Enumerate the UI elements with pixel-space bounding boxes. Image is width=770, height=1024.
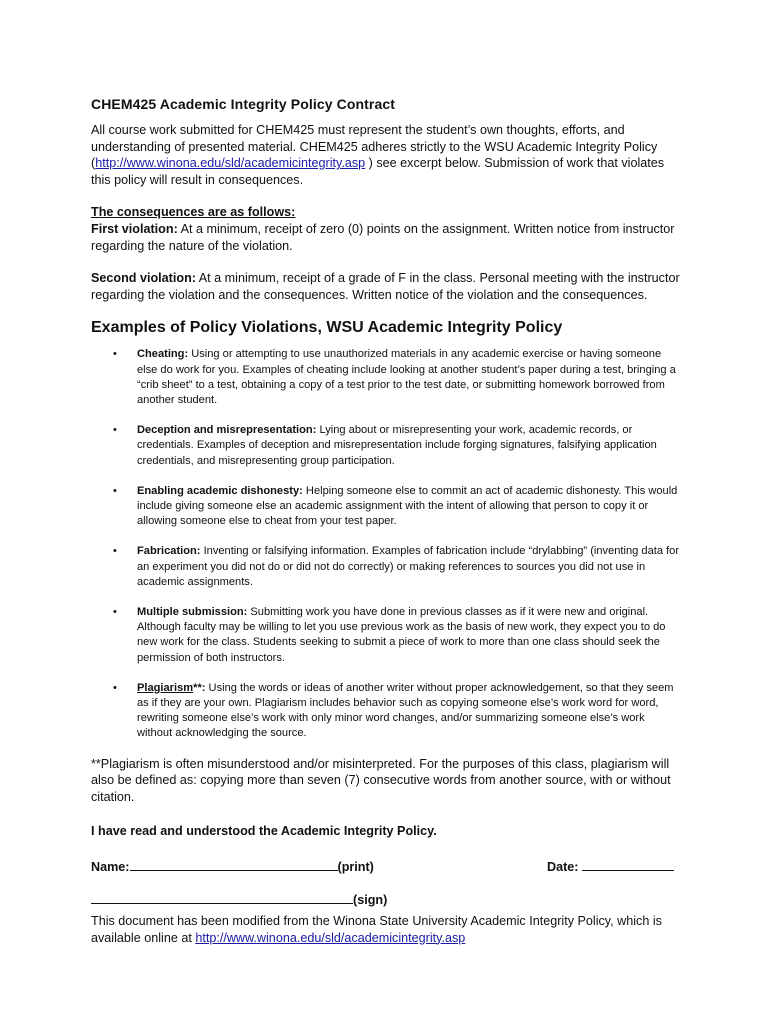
second-violation-paragraph (91, 270, 681, 303)
acknowledgement-statement: I have read and understood the Academic Integrity Policy. (91, 824, 437, 839)
signature-row (91, 891, 681, 909)
violation-item-multiple-submission (91, 605, 681, 666)
date-group (547, 858, 674, 874)
violation-item-cheating (91, 347, 681, 408)
violation-item-fabrication (91, 544, 681, 590)
plagiarism-text: Using the words or ideas of another writer without proper acknowledgement, so that they seem as if they are your own. Plagiarism includes behavior such as copying someone else’s work word for word, rewriting someone else’s work with only minor word changes, and/or summarizing someone else’s work without acknowledging the source. (137, 681, 674, 740)
date-field[interactable] (582, 858, 674, 871)
intro-paragraph (91, 122, 681, 188)
plagiarism-note: **Plagiarism is often misunderstood and/or misinterpreted. For the purposes of this class, plagiarism will also be defined as: copying more than seven (7) consecutive words from another source, with or without citation. (91, 756, 671, 804)
bullet-icon: • (113, 424, 117, 437)
plagiarism-term: Plagiarism (137, 681, 194, 694)
first-violation-label: First violation: (91, 221, 178, 236)
second-violation-text: At a minimum, receipt of a grade of F in the class. Personal meeting with the instructor regarding the violation and the consequences. Written notice of the violation and the consequences. (91, 271, 680, 302)
footer-note (91, 913, 681, 946)
consequences-block (91, 204, 681, 254)
document-page (91, 96, 681, 946)
intro-text-after-link: ) see excerpt below. Submission of work that violates this policy will result in consequences. (91, 156, 665, 187)
violation-text: Submitting work you have done in previous classes as if it were new and original. Although faculty may be willing to let you use previous work as the basis of new work, they expect you to do new work for the class. Students seeking to submit a piece of work to more than one class should seek the permission of both instructors. (137, 605, 666, 664)
violation-term: Enabling academic dishonesty: (137, 484, 303, 497)
bullet-icon: • (113, 545, 117, 558)
violation-term: Fabrication: (137, 545, 201, 558)
footer-policy-link[interactable]: http://www.winona.edu/sld/academicintegrity.asp (195, 930, 466, 945)
sign-label: (sign) (353, 892, 388, 907)
first-violation-text: At a minimum, receipt of zero (0) points on the assignment. Written notice from instructor regarding the nature of the violation. (91, 221, 675, 253)
violations-list (91, 347, 681, 741)
print-label: (print) (337, 859, 374, 874)
second-violation-label: Second violation: (91, 271, 196, 286)
document-title: CHEM425 Academic Integrity Policy Contract (91, 96, 395, 112)
violation-term: Multiple submission: (137, 605, 248, 618)
violation-text: Lying about or misrepresenting your work, academic records, or credentials. Examples of deception and misrepresentation include forging signatures, falsifying application credentials, and misrepresenting group participation. (137, 424, 657, 467)
name-date-row (91, 858, 681, 876)
consequences-heading: The consequences are as follows: (91, 205, 296, 220)
violation-text: Using or attempting to use unauthorized materials in any academic exercise or having someone else do work for you. Examples of cheating include looking at another student’s paper during a test, bringing a “crib sheet” to a test, obtaining a copy of a test prior to the test date, or submitting homework borrowed from another student. (137, 348, 676, 406)
bullet-icon: • (113, 605, 117, 618)
policy-link[interactable]: http://www.winona.edu/sld/academicintegrity.asp (95, 156, 366, 171)
violation-term: Cheating: (137, 348, 189, 361)
name-field[interactable] (130, 858, 338, 871)
violation-item-plagiarism (91, 681, 681, 742)
plagiarism-suffix: **: (193, 681, 206, 694)
date-label: Date: (547, 859, 579, 874)
violation-text: Inventing or falsifying information. Examples of fabrication include “drylabbing” (inventing data for an experiment you did not do or did not do correctly) or making references to sources you did not use in academic assignments. (137, 545, 680, 588)
violation-item-deception (91, 423, 681, 469)
violation-text: Helping someone else to commit an act of academic dishonesty. This would include giving someone else an academic assignment with the intent of allowing that person to copy it or allowing someone else to cheat from your test paper. (137, 484, 678, 528)
violation-term: Deception and misrepresentation: (137, 424, 317, 437)
examples-heading: Examples of Policy Violations, WSU Academic Integrity Policy (91, 319, 563, 337)
bullet-icon: • (113, 681, 117, 694)
name-label: Name: (91, 859, 130, 874)
intro-text-before-link: All course work submitted for CHEM425 must represent the student’s own thoughts, efforts, and understanding of presented material. CHEM425 adheres strictly to the WSU Academic Integrity Policy ( (91, 123, 658, 171)
signature-field[interactable] (91, 891, 353, 904)
violation-item-enabling (91, 484, 681, 530)
bullet-icon: • (113, 348, 117, 361)
footer-text: This document has been modified from the Winona State University Academic Integrity Policy, which is available online at (91, 913, 662, 945)
bullet-icon: • (113, 484, 117, 497)
